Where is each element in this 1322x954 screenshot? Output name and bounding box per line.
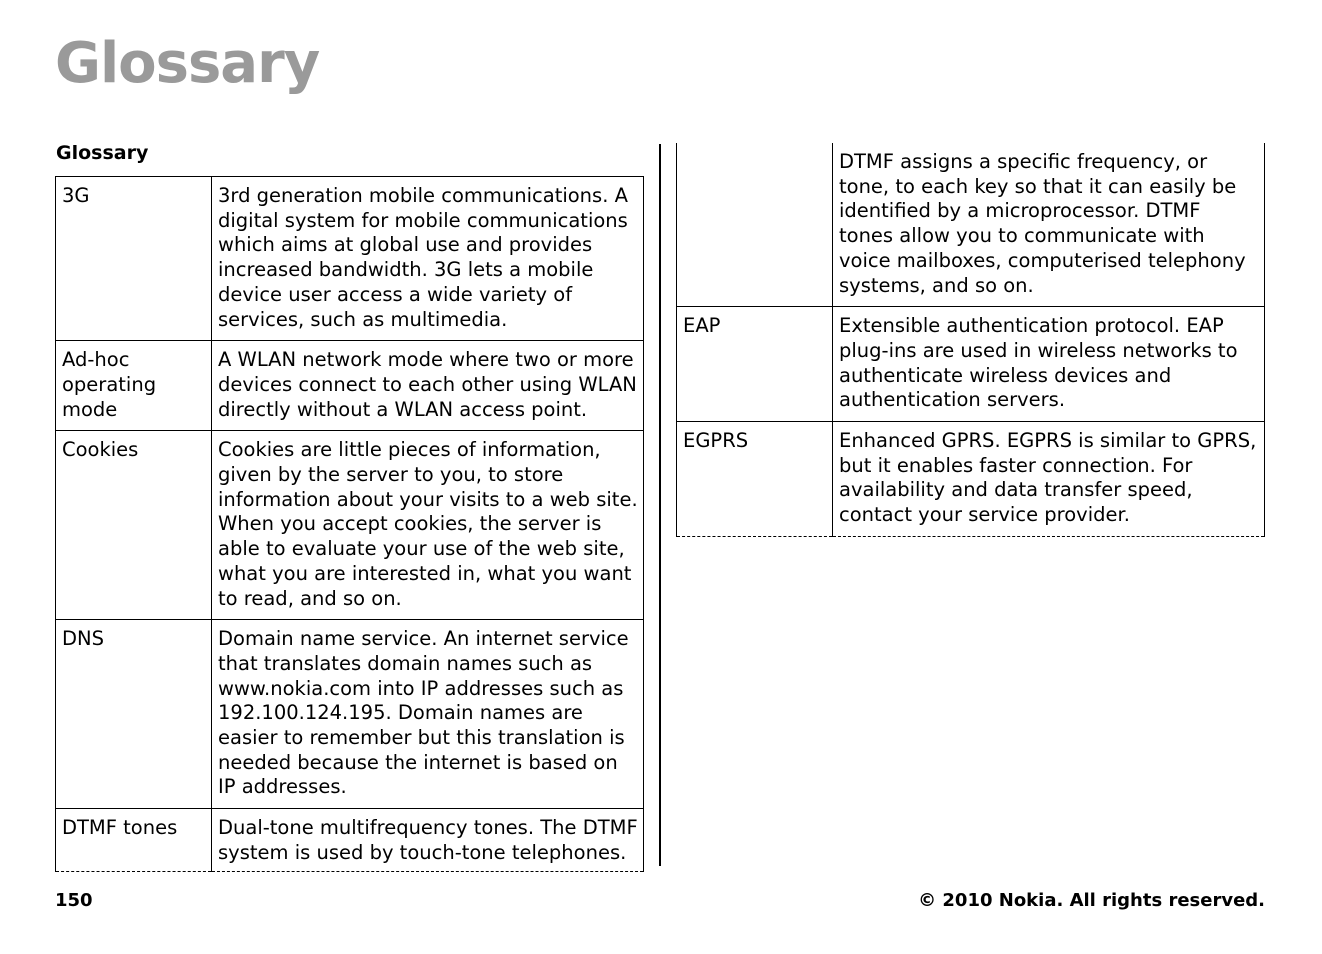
table-row — [56, 620, 644, 809]
glossary-term: EAP — [677, 307, 833, 422]
table-row — [56, 431, 644, 620]
glossary-term: Cookies — [56, 431, 212, 620]
page-title: Glossary — [55, 31, 320, 96]
glossary-table-right — [676, 143, 1265, 537]
glossary-term: 3G — [56, 177, 212, 341]
table-row — [56, 809, 644, 871]
glossary-term: EGPRS — [677, 422, 833, 537]
glossary-definition: DTMF assigns a specific frequency, or tone, to each key so that it can easily be identified by a microprocessor. DTMF tones allow you to communicate with voice mailboxes, computerised telephony systems, and so on. — [833, 143, 1265, 307]
table-row — [677, 143, 1265, 307]
glossary-definition: Domain name service. An internet service that translates domain names such as www.nokia.com into IP addresses such as 192.100.124.195. Domain names are easier to remember but this translation is needed because the internet is based on IP addresses. — [212, 620, 644, 809]
page-number: 150 — [55, 890, 93, 911]
column-divider — [659, 144, 661, 866]
table-row — [677, 307, 1265, 422]
glossary-definition: Enhanced GPRS. EGPRS is similar to GPRS, but it enables faster connection. For availability and data transfer speed, contact your service provider. — [833, 422, 1265, 537]
glossary-term: Ad-hoc operating mode — [56, 341, 212, 431]
glossary-definition: 3rd generation mobile communications. A digital system for mobile communications which aims at global use and provides increased bandwidth. 3G lets a mobile device user access a wide variety of services, such as multimedia. — [212, 177, 644, 341]
glossary-table-left — [55, 176, 644, 872]
copyright-notice: © 2010 Nokia. All rights reserved. — [918, 890, 1265, 911]
glossary-definition: Dual-tone multifrequency tones. The DTMF system is used by touch-tone telephones. — [212, 809, 644, 871]
glossary-term: DNS — [56, 620, 212, 809]
table-row — [56, 177, 644, 341]
glossary-term: DTMF tones — [56, 809, 212, 871]
glossary-term — [677, 143, 833, 307]
section-heading: Glossary — [56, 142, 149, 164]
table-row — [56, 341, 644, 431]
glossary-definition: Extensible authentication protocol. EAP plug-ins are used in wireless networks to authenticate wireless devices and authentication servers. — [833, 307, 1265, 422]
glossary-definition: A WLAN network mode where two or more devices connect to each other using WLAN directly without a WLAN access point. — [212, 341, 644, 431]
glossary-definition: Cookies are little pieces of information, given by the server to you, to store information about your visits to a web site. When you accept cookies, the server is able to evaluate your use of the web site, what you are interested in, what you want to read, and so on. — [212, 431, 644, 620]
table-row — [677, 422, 1265, 537]
